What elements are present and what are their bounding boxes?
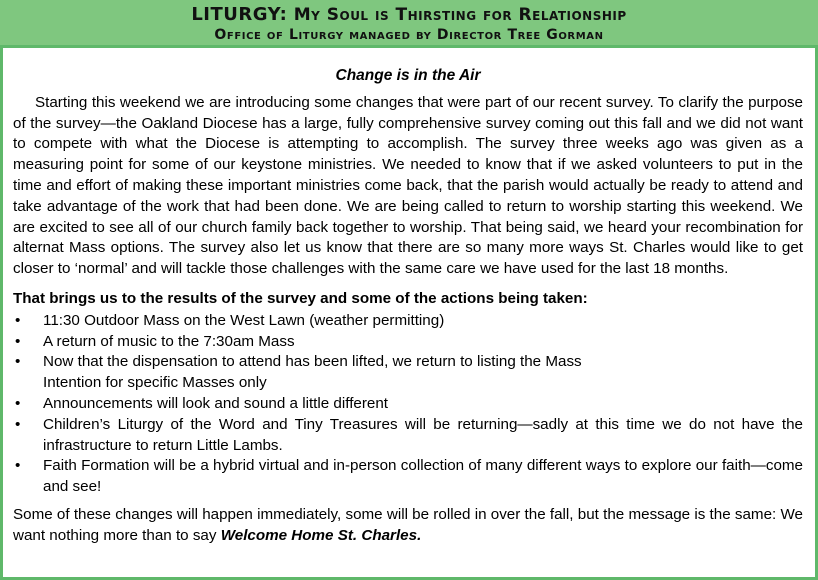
list-item-text: Faith Formation will be a hybrid virtual and in-person collection of many different ways to explore our faith—come and see! [43,457,803,496]
section-subtitle: Office of Liturgy managed by Director Tree Gorman [214,27,604,43]
intro-paragraph: Starting this weekend we are introducing some changes that were part of our recent survey. To clarify the purpose of the survey—the Oakland Diocese has a large, fully comprehensive survey coming out this fall and we did not want to compete with what the Diocese is attempting to accomplish. The survey three weeks ago was given as a measuring point for some of our keystone ministries. We needed to know that if we asked volunteers to put in the time and effort of making these important ministries come back, that the parish would actually be ready to attend and take advantage of the work that had been done. We are being called to return to worship starting this weekend. We are excited to see all of our church family back together to worship. That being said, we heard your recombination for alternat Mass options. The survey also let us know that there are so many more ways St. Charles would like to get closer to ‘normal’ and will tackle those challenges with the same care we have used for the last 18 months. [13,93,803,278]
list-item [13,394,803,415]
section-title [0,5,818,25]
list-item-text: A return of music to the 7:30am Mass [43,332,295,350]
list-item-text-continued: Intention for specific Masses only [43,374,267,392]
bullet-icon: • [15,353,21,371]
closing-text: Some of these changes will happen immediately, some will be rolled in over the fall, but the message is the same: We want nothing more than to say [13,505,803,544]
list-item-text: Announcements will look and sound a little different [43,394,389,412]
bullet-icon: • [15,394,21,412]
list-item-text: Children’s Liturgy of the Word and Tiny Treasures will be returning—sadly at this time we do not have the infrastructure to return Little Lambs. [43,415,803,454]
list-item [13,415,803,457]
article-heading: Change is in the Air [335,67,481,84]
list-item-text: 11:30 Outdoor Mass on the West Lawn (weather permitting) [43,311,445,329]
bullet-icon: • [15,415,21,433]
title-label: LITURGY: [191,4,288,25]
list-item-text: Now that the dispensation to attend has been lifted, we return to listing the Mass [43,353,582,371]
section-header [0,0,818,48]
bullet-icon: • [15,332,21,350]
title-theme: My Soul is Thirsting for Relationship [293,5,627,25]
list-item [13,352,803,394]
closing-emphasis: Welcome Home St. Charles. [220,526,422,544]
bullet-icon: • [15,457,21,475]
article-body [13,58,803,547]
list-item [13,456,803,498]
list-item [13,311,803,332]
closing-paragraph [13,505,803,547]
list-item [13,332,803,353]
actions-list [13,311,803,498]
results-lead: That brings us to the results of the survey and some of the actions being taken: [13,289,588,307]
bullet-icon: • [15,311,21,329]
